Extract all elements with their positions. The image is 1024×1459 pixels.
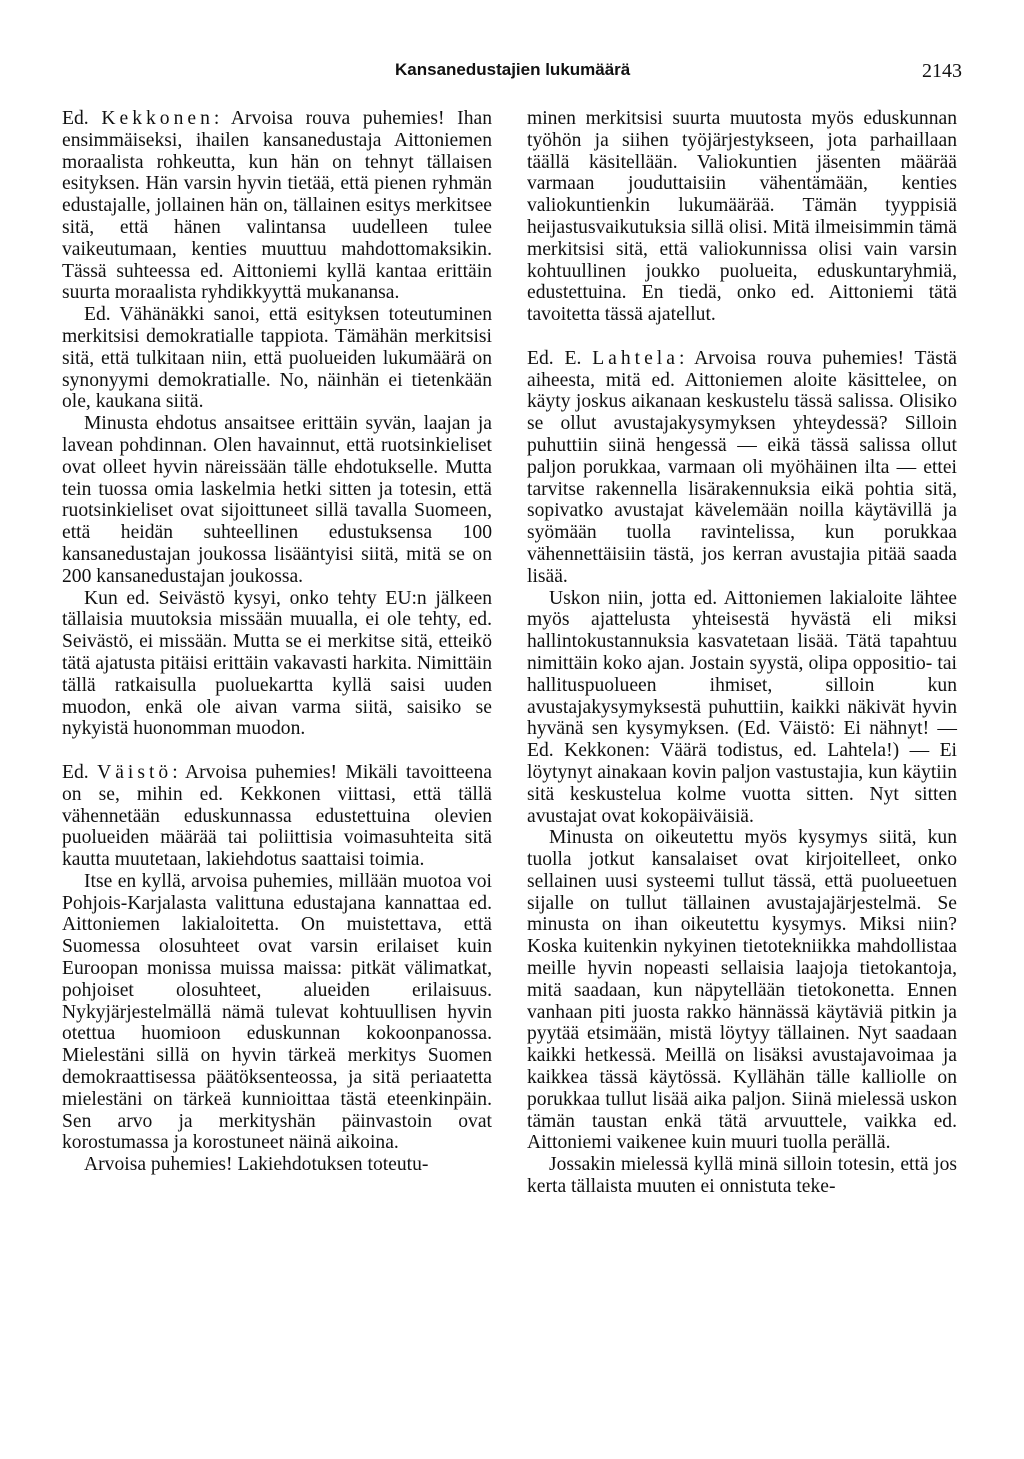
paragraph: Minusta ehdotus ansaitsee erittäin syvän, laajan ja lavean pohdinnan. Olen havainnut, että ruotsinkieliset ovat olleet hyvin näreissään tälle ehdotukselle. Mutta tein tuossa omia laskelmia hetki sitten ja totesin, että ruotsinkieliset ovat sijoittuneet sillä tavalla Suomeen, että heidän suhteellinen edustuksensa 100 kansanedustajan joukossa lisääntyisi siitä, mitä se on 200 kansanedustajan joukossa.: [62, 413, 492, 587]
paragraph: Kun ed. Seivästö kysyi, onko tehty EU:n jälkeen tällaisia muutoksia missään muualla, ei ole tehty, ed. Seivästö, ei missään. Mutta se ei merkitse sitä, etteikö tätä ajatusta pitäisi erittäin vakavasti harkita. Nimittäin tällä ratkaisulla puoluekartta kyllä saisi uuden muodon, enkä ole aivan varma siitä, saisiko se nykyistä huonomman muodon.: [62, 587, 492, 740]
paragraph: [527, 348, 957, 588]
speaker-name: Lahtela: [592, 347, 679, 369]
paragraph: Arvoisa puhemies! Lakiehdotuksen toteutu-: [84, 1154, 429, 1176]
paragraph: [62, 108, 492, 304]
paragraph: [62, 762, 492, 871]
page-number: 2143: [922, 60, 962, 82]
speech-text: : Arvoisa rouva puhemies! Tästä aiheesta, mitä ed. Aittoniemen aloite käsittelee, on käyty joskus aikanaan keskustelu tässä salissa. Olisiko se ollut avustajakysymyksen yhteydessä? Silloin puhuttiin siinä hengessä — eikä tässä salissa ollut paljon porukkaa, varmaan oli myöhäinen ilta — ettei tarvitse rakennella lisärakennuksia eikä pohtia sitä, sopivatko avustajat kävelemään noilla käytävillä ja syömään tuolla ravintelissa, kun porukkaa vähennettäisiin tästä, jos kerran avustajia pitää saada lisää.: [527, 347, 957, 587]
speaker-name: Kekkonen: [101, 108, 214, 129]
paragraph: Jossakin mielessä kyllä minä silloin totesin, että jos kerta tällaista muuten ei onnistuta teke-: [527, 1154, 957, 1198]
running-title: Kansanedustajien lukumäärä: [395, 60, 631, 79]
paragraph: minen merkitsisi suurta muutosta myös eduskunnan työhön ja siihen työjärjestykseen, jota parhaillaan täällä käsitellään. Valiokuntien jäsenten määrää varmaan jouduttaisiin vähentämään, kenties valiokuntienkin lukumäärää. Tämän tyyppisiä heijastusvaikutuksia sillä olisi. Mitä ilmeisimmin tämä merkitsisi sitä, että valiokunnissa olisi vain varsin kohtuullinen joukko puolueita, eduskuntaryhmiä, edustettuina. En tiedä, onko ed. Aittoniemi tätä tavoitetta tässä ajatellut.: [527, 108, 957, 326]
speech-text: : Arvoisa rouva puhemies! Ihan ensimmäiseksi, ihailen kansanedustaja Aittoniemen moraalista rohkeutta, kun hän on tehnyt tällaisen esityksen. Hän varsin hyvin tietää, että pienen ryhmän edustajalle, jollainen hän on, tällainen esitys merkitsee sitä, että hänen valintansa uudelleen tulee vaikeutumaan, kenties muuttuu mahdottomaksikin. Tässä suhteessa ed. Aittoniemi kyllä kantaa erittäin suurta moraalista ryhdikkyyttä mukanansa.: [62, 108, 492, 304]
left-column: [62, 108, 492, 1176]
speaker-name: Väistö: [97, 761, 173, 783]
speaker-prefix: Ed. E.: [527, 347, 593, 369]
speech-text: : Arvoisa puhemies! Mikäli tavoitteena on se, mihin ed. Kekkonen viittasi, että tällä vähennetään eduskunnassa edustettuina olevien puolueiden määrää tai poliittisia voimasuhteita sitä kautta muutetaan, lakiehdotus saattaisi toimia.: [62, 761, 493, 871]
paragraph: Uskon niin, jotta ed. Aittoniemen lakialoite lähtee myös ajattelusta yhteisestä hyvästä eli miksi hallintokustannuksia kasvatetaan lisää. Tätä tapahtuu nimittäin koko ajan. Jostain syystä, olipa oppositio- tai hallituspuolueen ihmiset, silloin kun avustajakysymyksestä puhuttiin, kaikki näkivät hyvin hyvänä sen kysymyksen. (Ed. Väistö: Ei nähnyt! — Ed. Kekkonen: Väärä todistus, ed. Lahtela!) — Ei löytynyt ainakaan kovin paljon vastustajia, kun käytiin sitä keskustelua kolme vuotta sitten. Nyt sitten avustajat ovat kokopäiväisiä.: [527, 587, 957, 827]
paragraph: Minusta on oikeutettu myös kysymys siitä, kun tuolla jotkut kansalaiset ovat kirjoitelleet, onko sellainen uusi systeemi tullut tässä, että puolueetuen sijalle on tullut tällainen avustajajärjestelmä. Se minusta on ihan oikeutettu kysymys. Miksi niin? Koska kuitenkin nykyinen tietotekniikka mahdollistaa meille hyvin nopeasti sellaisia laajoja tietokantoja, mitä saadaan, kun näpytellään tietokonetta. Ennen vanhaan piti juosta rakko hännässä käytäviä pitkin ja pyytää etsimään, mistä löytyy tällainen. Nyt saadaan kaikki hetkessä. Meillä on lisäksi avustajavoimaa ja kaikkea tässä käytössä. Kyllähän tälle kalliolle on porukkaa tullut lisää aika paljon. Siinä mielessä uskon tämän taustan enkä tätä arvuuttele, vaikka ed. Aittoniemi vaikenee kuin muuri tuolla perällä.: [527, 827, 957, 1154]
page-header: [0, 60, 1024, 90]
speaker-prefix: Ed.: [62, 108, 102, 129]
paragraph: Itse en kyllä, arvoisa puhemies, millään muotoa voi Pohjois-Karjalasta valittuna edustajana kannattaa ed. Aittoniemen lakialoitetta. On muistettava, että Suomessa olosuhteet ovat varsin erilaiset kuin Euroopan monissa muissa maissa: pitkät välimatkat, pohjoiset olosuhteet, alueiden erilaisuus. Nykyjärjestelmällä nämä tulevat kohtuullisen hyvin otettua huomioon eduskunnan kokoonpanossa. Mielestäni sillä on hyvin tärkeä merkitys Suomen demokraattisessa päätöksenteossa, ja sitä periaatetta mielestäni on tärkeä kunnioittaa tästä eteenkinpäin. Sen arvo ja merkityshän päinvastoin ovat korostumassa ja korostuneet näinä aikoina.: [62, 870, 492, 1154]
right-column: [527, 108, 957, 1198]
speaker-prefix: Ed.: [62, 761, 98, 783]
paragraph: Ed. Vähänäkki sanoi, että esityksen toteutuminen merkitsisi demokratialle tappiota. Tämähän merkitsisi sitä, että tulkitaan niin, että puolueiden lukumäärä on synonyymi demokratialle. No, näinhän ei tietenkään ole, kaukana siitä.: [62, 304, 492, 413]
